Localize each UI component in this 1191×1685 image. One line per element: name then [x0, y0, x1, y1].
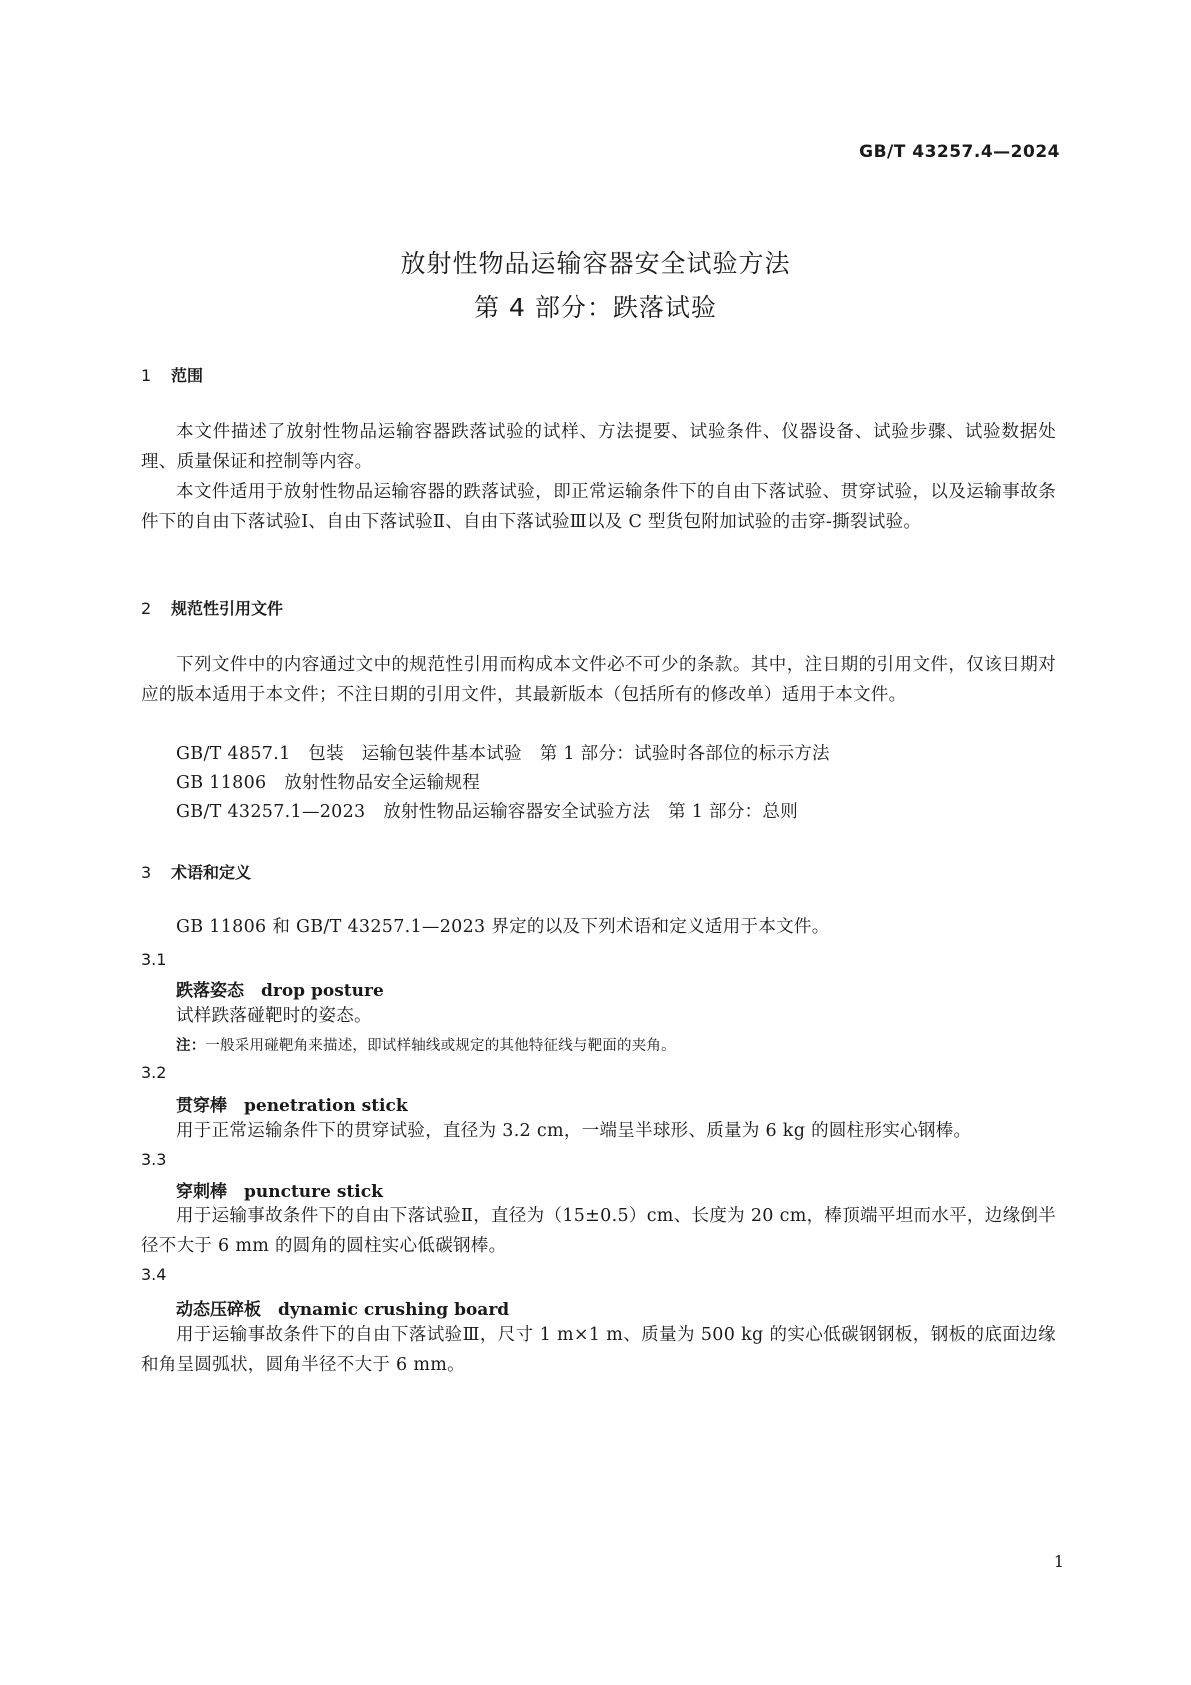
normative-reference: GB 11806 放射性物品安全运输规程 — [176, 773, 481, 793]
section-1-paragraph-2: 本文件适用于放射性物品运输容器的跌落试验，即正常运输条件下的自由下落试验、贯穿试验，以及运输事故条件下的自由下落试验Ⅰ、自由下落试验Ⅱ、自由下落试验Ⅲ以及 C 型货包附加试验的击穿-撕裂试验。 — [141, 482, 1056, 532]
term-title: 穿刺棒 puncture stick — [176, 1182, 383, 1202]
section-2-paragraph-1: 下列文件中的内容通过文中的规范性引用而构成本文件必不可少的条款。其中，注日期的引用文件，仅该日期对应的版本适用于本文件；不注日期的引用文件，其最新版本（包括所有的修改单）适用于本文件。 — [141, 655, 1056, 705]
term-number: 3.4 — [141, 1265, 167, 1284]
section-1-heading — [141, 363, 203, 386]
term-number: 3.3 — [141, 1150, 167, 1169]
term-number: 3.1 — [141, 950, 167, 969]
normative-reference: GB/T 43257.1—2023 放射性物品运输容器安全试验方法 第 1 部分：总则 — [176, 802, 799, 822]
standard-code: GB/T 43257.4—2024 — [859, 142, 1060, 162]
section-1-paragraph-1: 本文件描述了放射性物品运输容器跌落试验的试样、方法提要、试验条件、仪器设备、试验步骤、试验数据处理、质量保证和控制等内容。 — [141, 422, 1056, 472]
section-2-heading — [141, 596, 283, 619]
term-definition: 用于运输事故条件下的自由下落试验Ⅱ，直径为（15±0.5）cm、长度为 20 cm，棒顶端平坦而水平，边缘倒半径不大于 6 mm 的圆角的圆柱实心低碳钢棒。 — [141, 1206, 1056, 1256]
term-title: 跌落姿态 drop posture — [176, 981, 384, 1001]
document-title-line-2: 第 4 部分：跌落试验 — [474, 293, 717, 322]
section-number: 2 — [141, 599, 152, 618]
term-title: 动态压碎板 dynamic crushing board — [176, 1300, 510, 1320]
term-definition: 用于正常运输条件下的贯穿试验，直径为 3.2 cm，一端呈半球形、质量为 6 kg 的圆柱形实心钢棒。 — [176, 1121, 972, 1141]
section-title: 规范性引用文件 — [171, 599, 284, 618]
term-note — [176, 1034, 676, 1055]
section-number: 3 — [141, 863, 152, 882]
note-text: 一般采用碰靶角来描述，即试样轴线或规定的其他特征线与靶面的夹角。 — [205, 1038, 676, 1054]
document-title-line-1: 放射性物品运输容器安全试验方法 — [400, 249, 791, 278]
page-number: 1 — [1053, 1552, 1064, 1571]
section-title: 术语和定义 — [171, 863, 252, 882]
normative-reference: GB/T 4857.1 包装 运输包装件基本试验 第 1 部分：试验时各部位的标示方法 — [176, 744, 830, 764]
term-number: 3.2 — [141, 1063, 167, 1082]
term-definition: 用于运输事故条件下的自由下落试验Ⅲ，尺寸 1 m×1 m、质量为 500 kg 的实心低碳钢钢板，钢板的底面边缘和角呈圆弧状，圆角半径不大于 6 mm。 — [141, 1325, 1056, 1375]
section-number: 1 — [141, 366, 152, 385]
section-3-heading — [141, 860, 251, 883]
section-title: 范围 — [171, 366, 204, 385]
term-title: 贯穿棒 penetration stick — [176, 1096, 408, 1116]
section-3-intro: GB 11806 和 GB/T 43257.1—2023 界定的以及下列术语和定义适用于本文件。 — [176, 917, 830, 937]
term-definition: 试样跌落碰靶时的姿态。 — [176, 1006, 372, 1026]
note-label: 注： — [176, 1038, 206, 1054]
